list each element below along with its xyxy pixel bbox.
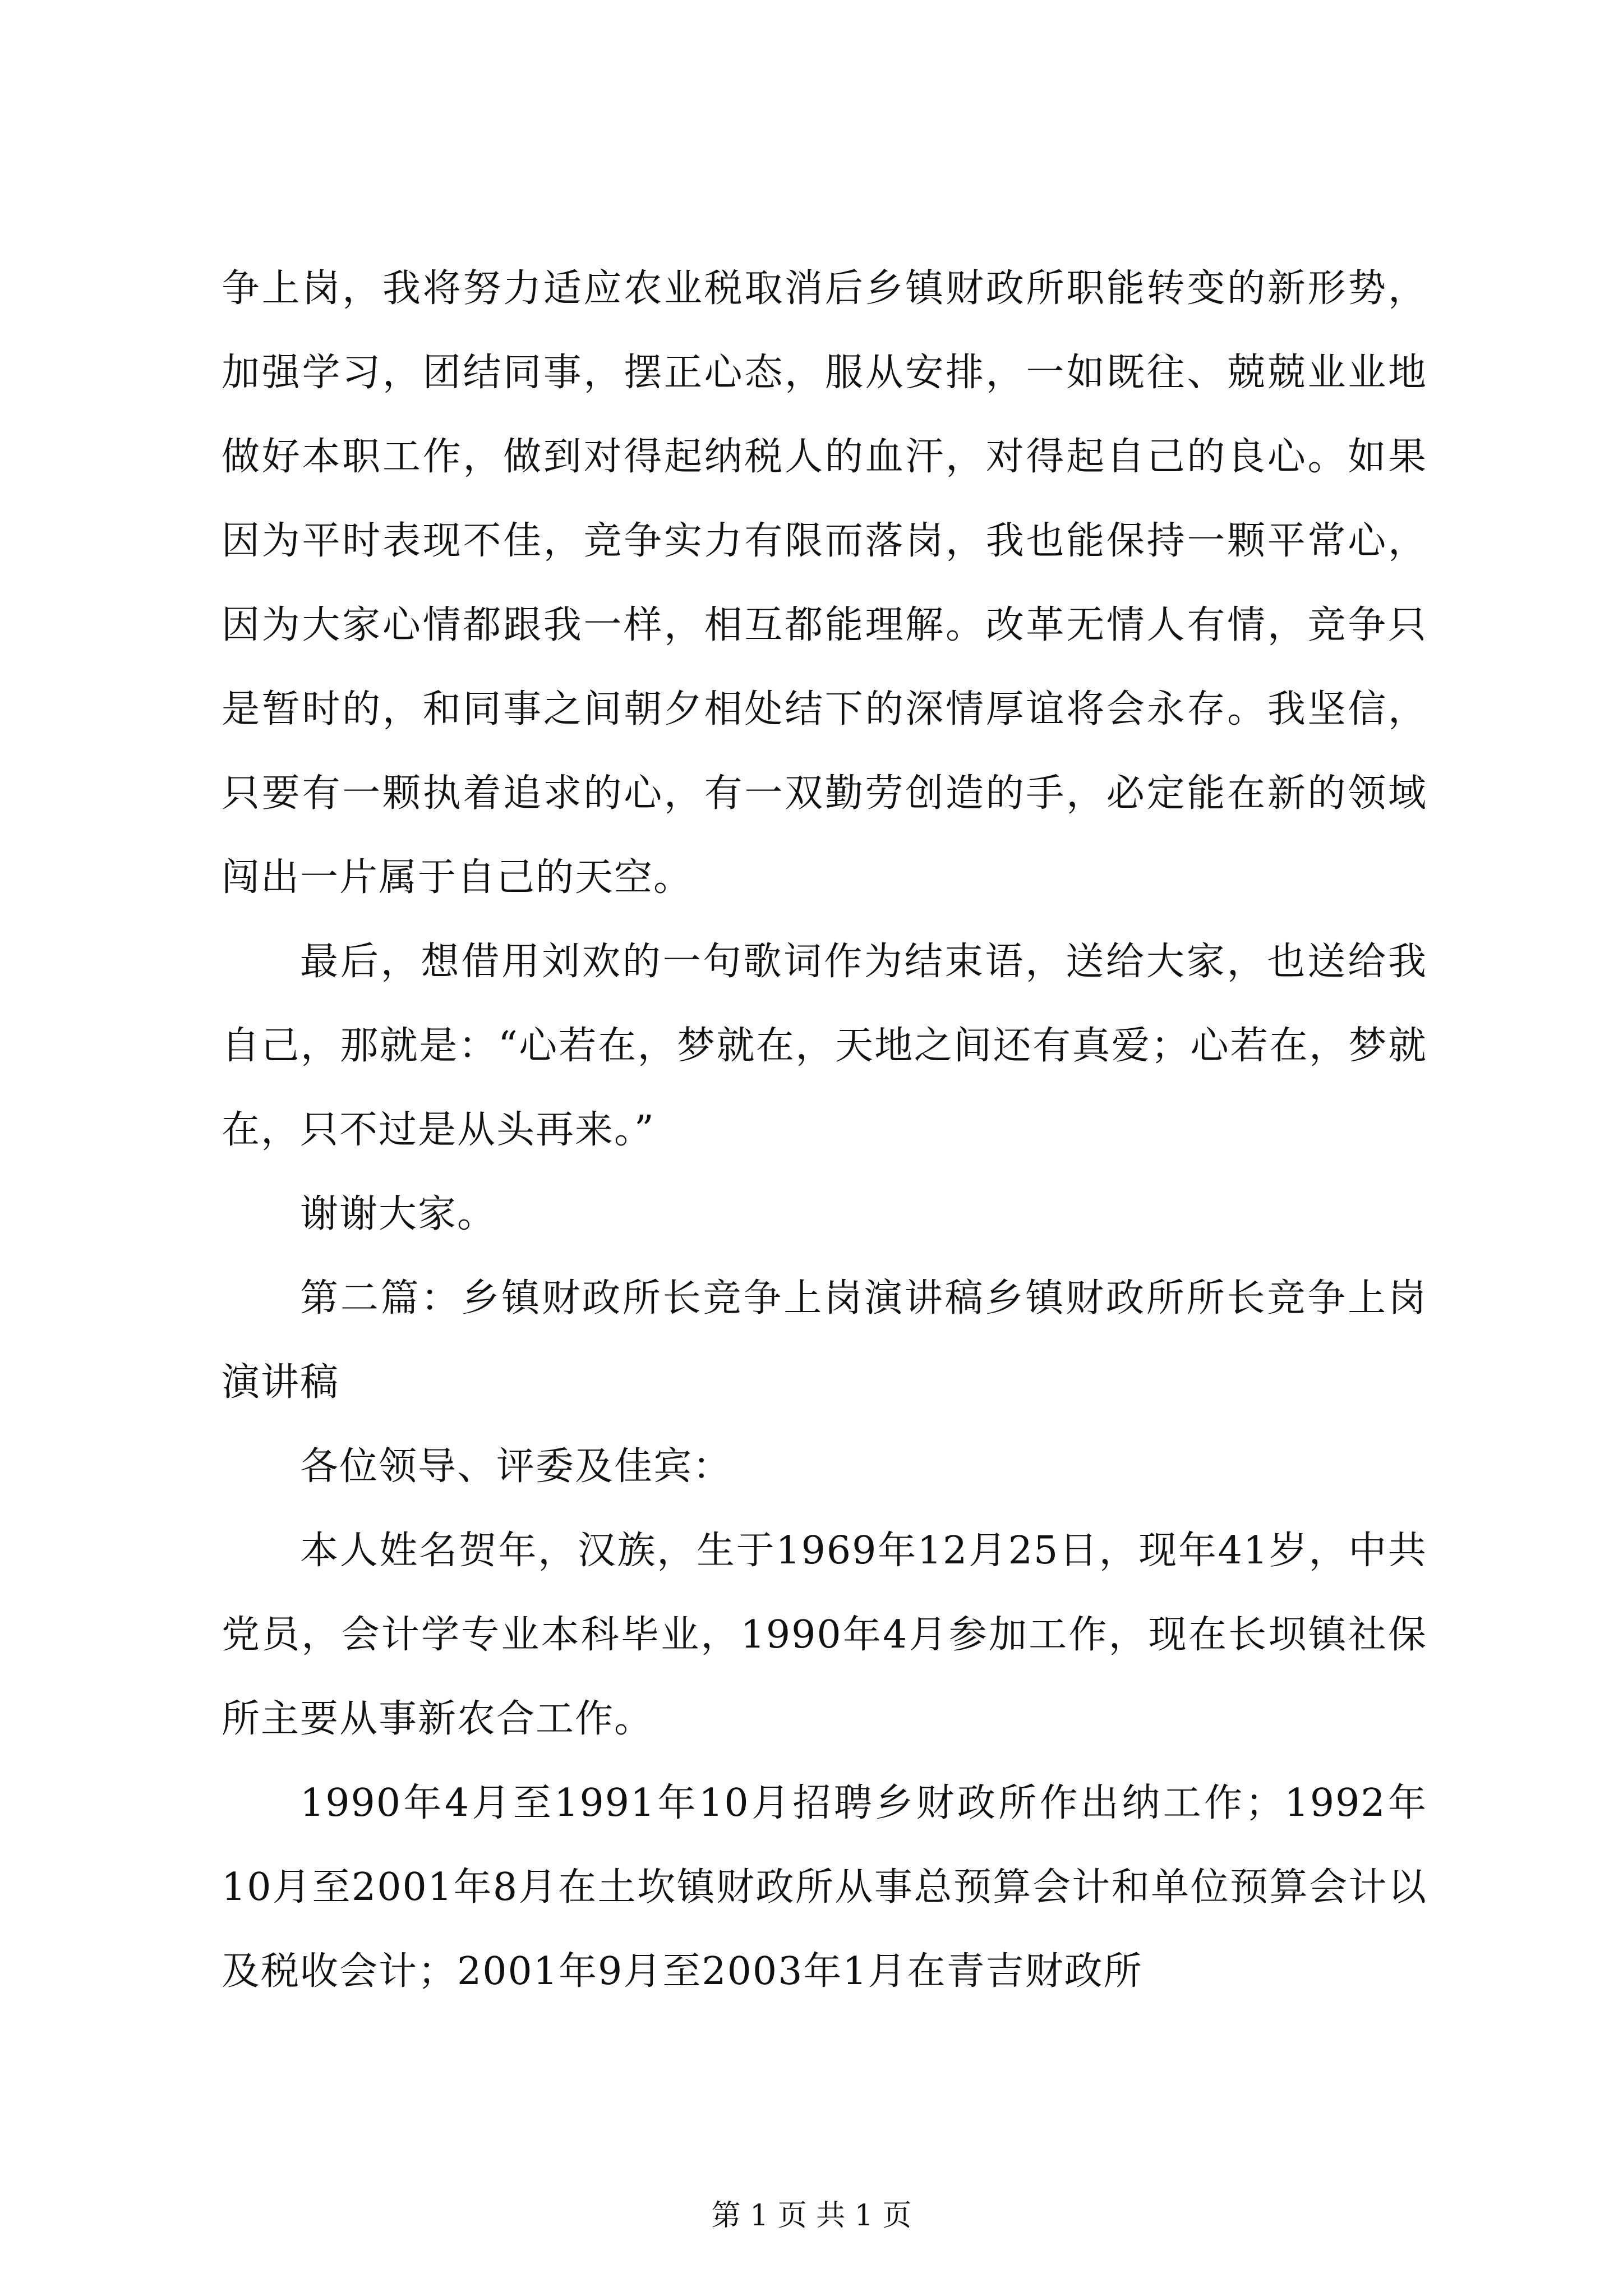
section-heading-part-two: 第二篇：乡镇财政所长竞争上岗演讲稿乡镇财政所所长竞争上岗演讲稿: [222, 1276, 1427, 1405]
page-number-label: 第 1 页 共 1 页: [711, 2199, 912, 2233]
page-footer: [0, 2196, 1623, 2235]
paragraph-closing-lyrics: 最后，想借用刘欢的一句歌词作为结束语，送给大家，也送给我自己，那就是：“心若在，梦就在，天地之间还有真爱；心若在，梦就在，只不过是从头再来。”: [222, 940, 1427, 1152]
paragraph-personal-info: 本人姓名贺年，汉族，生于1969年12月25日，现年41岁，中共党员，会计学专业本科毕业，1990年4月参加工作，现在长坝镇社保所主要从事新农合工作。: [222, 1529, 1427, 1741]
paragraph-salutation: 各位领导、评委及佳宾：: [300, 1444, 732, 1489]
paragraph-work-history: 1990年4月至1991年10月招聘乡财政所作出纳工作；1992年10月至2001年8月在土坎镇财政所从事总预算会计和单位预算会计以及税收会计；2001年9月至2003年1月在青吉财政所: [222, 1781, 1427, 1994]
paragraph-continuation: 争上岗，我将努力适应农业税取消后乡镇财政所职能转变的新形势，加强学习，团结同事，摆正心态，服从安排，一如既往、兢兢业业地做好本职工作，做到对得起纳税人的血汗，对得起自己的良心。如果因为平时表现不佳，竞争实力有限而落岗，我也能保持一颗平常心，因为大家心情都跟我一样，相互都能理解。改革无情人有情，竞争只是暂时的，和同事之间朝夕相处结下的深情厚谊将会永存。我坚信，只要有一颗执着追求的心，有一双勤劳创造的手，必定能在新的领域闯出一片属于自己的天空。: [222, 266, 1427, 900]
paragraph-thanks: 谢谢大家。: [300, 1192, 497, 1236]
document-body: [222, 247, 1427, 2014]
